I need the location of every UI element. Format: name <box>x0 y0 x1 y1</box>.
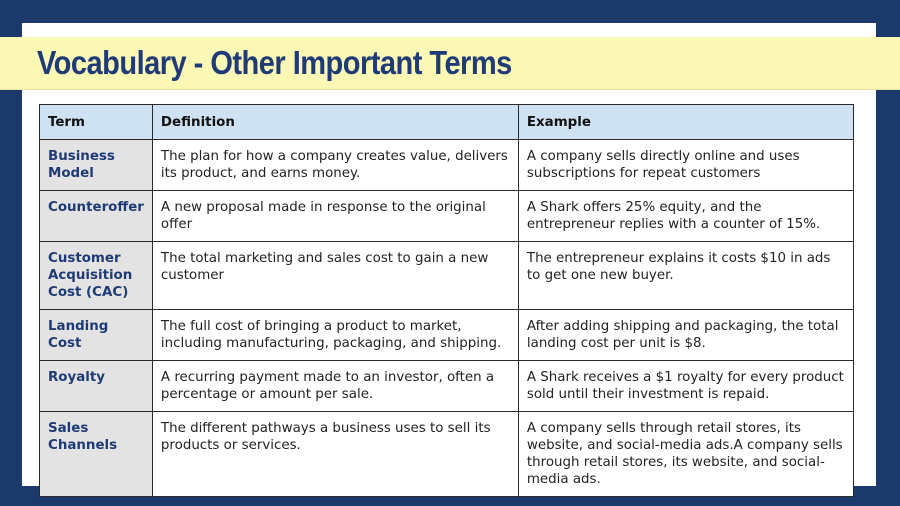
table-row <box>40 412 854 497</box>
term-cell: Counteroffer <box>40 191 153 242</box>
term-cell: Business Model <box>40 140 153 191</box>
table-row <box>40 310 854 361</box>
table-row <box>40 242 854 310</box>
term-cell: Royalty <box>40 361 153 412</box>
header-definition: Definition <box>152 105 518 140</box>
example-cell: A Shark receives a $1 royalty for every product sold until their investment is repaid. <box>518 361 853 412</box>
example-cell: After adding shipping and packaging, the total landing cost per unit is $8. <box>518 310 853 361</box>
definition-cell: The different pathways a business uses to sell its products or services. <box>152 412 518 497</box>
definition-cell: The total marketing and sales cost to gain a new customer <box>152 242 518 310</box>
definition-cell: A new proposal made in response to the original offer <box>152 191 518 242</box>
table-row <box>40 140 854 191</box>
term-cell: Sales Channels <box>40 412 153 497</box>
vocabulary-table <box>39 104 854 497</box>
definition-cell: The full cost of bringing a product to market, including manufacturing, packaging, and shipping. <box>152 310 518 361</box>
example-cell: A company sells through retail stores, its website, and social-media ads.A company sells through retail stores, its website, and social-media ads. <box>518 412 853 497</box>
term-cell: Customer Acquisition Cost (CAC) <box>40 242 153 310</box>
table-row <box>40 191 854 242</box>
table-header-row <box>40 105 854 140</box>
example-cell: The entrepreneur explains it costs $10 in ads to get one new buyer. <box>518 242 853 310</box>
example-cell: A Shark offers 25% equity, and the entrepreneur replies with a counter of 15%. <box>518 191 853 242</box>
header-term: Term <box>40 105 153 140</box>
header-example: Example <box>518 105 853 140</box>
example-cell: A company sells directly online and uses subscriptions for repeat customers <box>518 140 853 191</box>
definition-cell: The plan for how a company creates value, delivers its product, and earns money. <box>152 140 518 191</box>
definition-cell: A recurring payment made to an investor, often a percentage or amount per sale. <box>152 361 518 412</box>
table-row <box>40 361 854 412</box>
slide-title: Vocabulary - Other Important Terms <box>37 44 512 81</box>
term-cell: Landing Cost <box>40 310 153 361</box>
